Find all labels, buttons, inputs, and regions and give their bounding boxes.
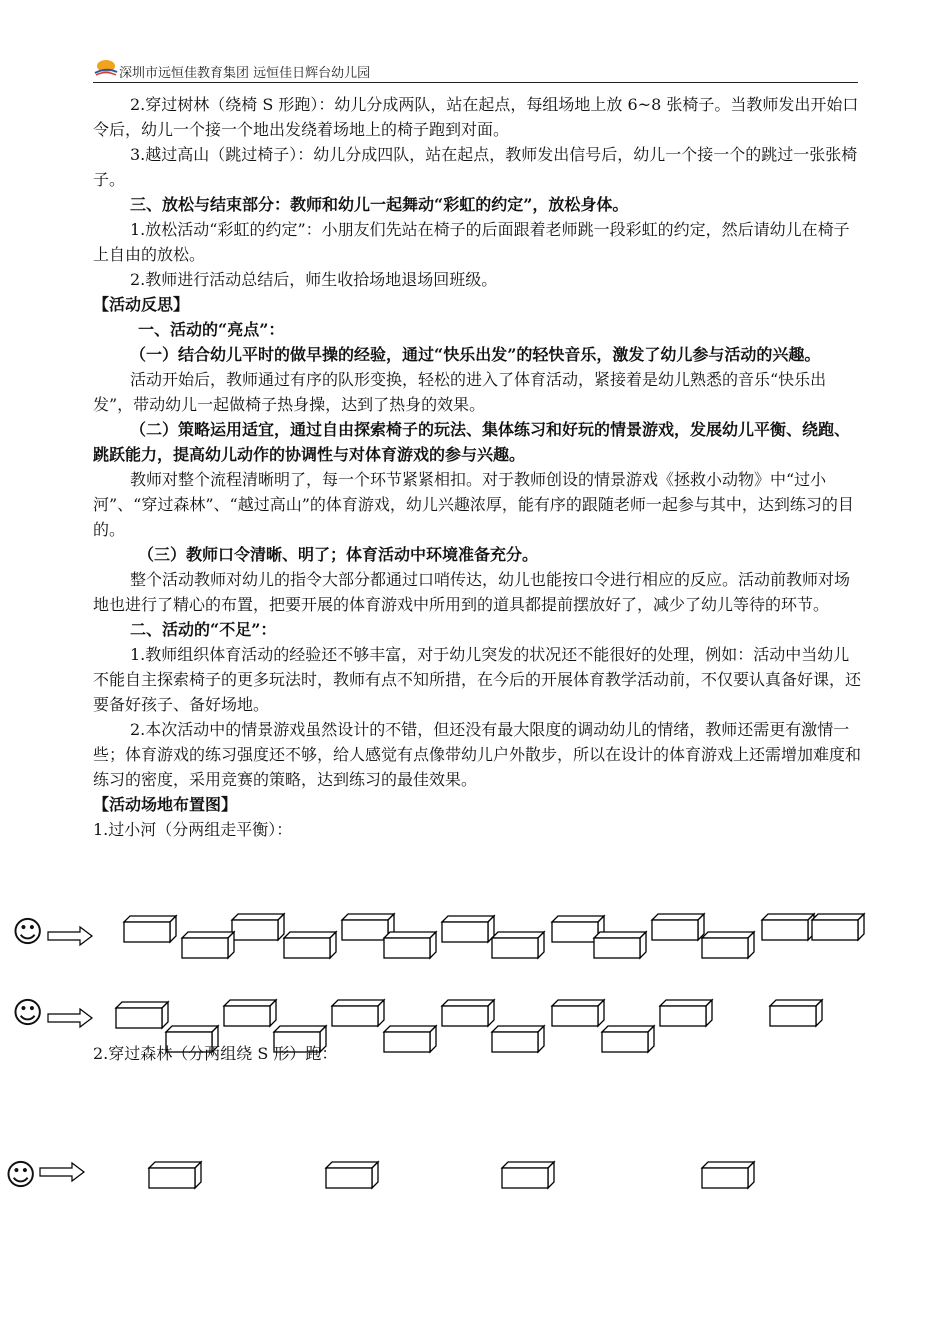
chair-box-icon: [812, 914, 864, 940]
paragraph: 3.越过高山（跳过椅子）：幼儿分成四队，站在起点，教师发出信号后，幼儿一个接一个的跳过一张张椅子。: [93, 145, 858, 189]
chair-box-icon: [652, 914, 704, 940]
chair-box-icon: [116, 1002, 168, 1028]
diagram-caption-1: 1.过小河（分两组走平衡）：: [93, 820, 293, 839]
chair-box-icon: [492, 932, 544, 958]
paragraph: 教师对整个流程清晰明了，每一个环节紧紧相扣。对于教师创设的情景游戏《拯救小动物》中“过小河”、“穿过森林”、“越过高山”的体育游戏，幼儿兴趣浓厚，能有序的跟随老师一起参与其中，达到练习的目的。: [93, 470, 854, 539]
subsection-heading: （一）结合幼儿平时的做早操的经验，通过“快乐出发”的轻快音乐，激发了幼儿参与活动的兴趣。: [130, 345, 821, 364]
arrow-right-icon: [48, 927, 92, 945]
section-heading: 【活动场地布置图】: [93, 795, 238, 814]
chair-box-icon: [384, 932, 436, 958]
paragraph: 2.本次活动中的情景游戏虽然设计的不错，但还没有最大限度的调动幼儿的情绪，教师还需更有激情一些；体育游戏的练习强度还不够，给人感觉有点像带幼儿户外散步，所以在设计的体育游戏上还需增加难度和练习的密度，采用竞赛的策略，达到练习的最佳效果。: [93, 720, 862, 789]
arrow-right-icon: [40, 1163, 84, 1181]
diagram-caption-2: 2.穿过森林（分两组绕 S 形）跑：: [93, 1044, 338, 1063]
chair-box-icon: [660, 1000, 712, 1026]
chair-box-icon: [384, 1026, 436, 1052]
subsection-heading: （三）教师口令清晰、明了；体育活动中环境准备充分。: [138, 545, 539, 564]
chair-box-icon: [702, 1162, 754, 1188]
school-logo-icon: [93, 59, 119, 77]
chair-box-icon: [124, 916, 176, 942]
chair-box-icon: [232, 914, 284, 940]
paragraph: 整个活动教师对幼儿的指令大部分都通过口哨传达，幼儿也能按口令进行相应的反应。活动前教师对场地也进行了精心的布置，把要开展的体育游戏中所用到的道具都提前摆放好了，减少了幼儿等待的环节。: [93, 570, 851, 614]
smiley-child-icon: ☺: [5, 1158, 37, 1193]
chair-box-icon: [702, 932, 754, 958]
arrow-right-icon: [48, 1009, 92, 1027]
chair-box-icon: [762, 914, 814, 940]
chair-box-icon: [492, 1026, 544, 1052]
chair-box-icon: [552, 1000, 604, 1026]
chair-box-icon: [284, 932, 336, 958]
chair-box-icon: [502, 1162, 554, 1188]
paragraph: 1.教师组织体育活动的经验还不够丰富，对于幼儿突发的状况还不能很好的处理，例如：活动中当幼儿不能自主探索椅子的更多玩法时，教师有点不知所措，在今后的开展体育教学活动前，不仅要认真备好课，还要备好孩子、备好场地。: [93, 645, 862, 714]
section-heading: 一、活动的“亮点”：: [138, 320, 285, 339]
chair-box-icon: [594, 932, 646, 958]
smiley-child-icon: ☺: [12, 915, 44, 950]
page-header: [93, 58, 858, 83]
smiley-child-icon: ☺: [12, 996, 44, 1031]
paragraph: 1.放松活动“彩虹的约定”：小朋友们先站在椅子的后面跟着老师跳一段彩虹的约定，然后请幼儿在椅子上自由的放松。: [93, 220, 850, 264]
paragraph: 2.穿过树林（绕椅 S 形跑）：幼儿分成两队，站在起点，每组场地上放 6~8 张椅子。当教师发出开始口令后，幼儿一个接一个地出发绕着场地上的椅子跑到对面。: [93, 95, 859, 139]
chair-box-icon: [442, 916, 494, 942]
chair-box-icon: [182, 932, 234, 958]
chair-box-icon: [442, 1000, 494, 1026]
section-heading: 三、放松与结束部分：教师和幼儿一起舞动“彩虹的约定”，放松身体。: [130, 195, 629, 214]
section-heading: 二、活动的“不足”：: [130, 620, 277, 639]
chair-box-icon: [770, 1000, 822, 1026]
subsection-heading: （二）策略运用适宜，通过自由探索椅子的玩法、集体练习和好玩的情景游戏，发展幼儿平衡、绕跑、跳跃能力，提高幼儿动作的协调性与对体育游戏的参与兴趣。: [93, 420, 851, 464]
document-body: [93, 92, 863, 842]
paragraph: 活动开始后，教师通过有序的队形变换，轻松的进入了体育活动，紧接着是幼儿熟悉的音乐“快乐出发”，带动幼儿一起做椅子热身操，达到了热身的效果。: [93, 370, 827, 414]
chair-box-icon: [326, 1162, 378, 1188]
header-org-name: 深圳市远恒佳教育集团 远恒佳日辉台幼儿园: [119, 66, 371, 81]
section-heading: 【活动反思】: [93, 295, 190, 314]
chair-box-icon: [332, 1000, 384, 1026]
paragraph: 2.教师进行活动总结后，师生收拾场地退场回班级。: [130, 270, 498, 289]
chair-box-icon: [224, 1000, 276, 1026]
chair-box-icon: [602, 1026, 654, 1052]
chair-box-icon: [149, 1162, 201, 1188]
